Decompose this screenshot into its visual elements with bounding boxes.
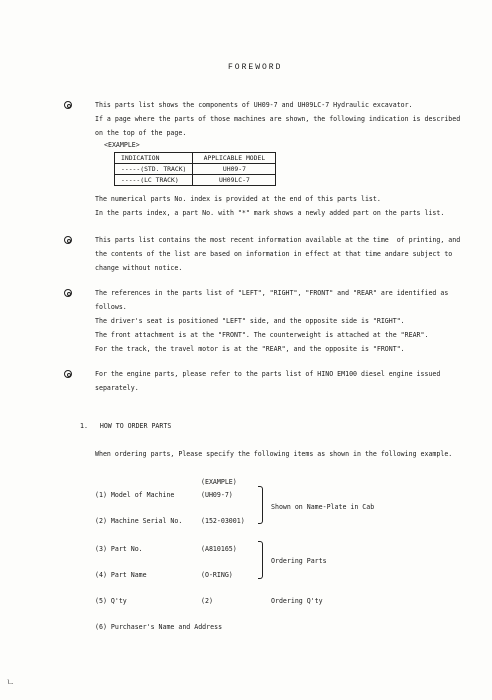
- indication-table: [114, 152, 276, 186]
- section1-after-2: In the parts index, a part No. with "*" mark shows a newly added part on the parts list.: [95, 209, 445, 217]
- order-item-label: (1) Model of Machine: [95, 491, 175, 499]
- order-item-example: (O-RING): [201, 571, 233, 579]
- table-row: [115, 164, 276, 175]
- order-item-example: (A810165): [201, 545, 237, 553]
- order-item-label: (5) Q'ty: [95, 597, 127, 605]
- table-row: [115, 175, 276, 186]
- order-item-label: (3) Part No.: [95, 545, 143, 553]
- order-item-label: (4) Part Name: [95, 571, 147, 579]
- section1-line-2: If a page where the parts of those machines are shown, the following indication is described: [95, 115, 461, 123]
- section1-line-3: on the top of the page.: [95, 129, 187, 137]
- table-header-model: APPLICABLE MODEL: [193, 153, 276, 164]
- section4-line-1: For the engine parts, please refer to the parts list of HINO EM100 diesel engine issued: [95, 370, 441, 378]
- note-nameplate: Shown on Name-Plate in Cab: [271, 503, 375, 511]
- section1-after-1: The numerical parts No. index is provided at the end of this parts list.: [95, 195, 381, 203]
- section3-line-4: The front attachment is at the "FRONT". The counterweight is attached at the "REAR".: [95, 331, 429, 339]
- corner-mark: ㄴ: [6, 678, 15, 688]
- order-item-example: (2): [201, 597, 213, 605]
- section4-line-2: separately.: [95, 384, 139, 392]
- order-intro: When ordering parts, Please specify the following items as shown in the following example.: [95, 450, 453, 458]
- section2-line-2: the contents of the list are based on information in effect at that time andare subject to: [95, 250, 453, 258]
- section2-line-1: This parts list contains the most recent information available at the time of printing, and: [95, 236, 461, 244]
- table-header-row: [115, 153, 276, 164]
- brace-bracket: [258, 541, 263, 579]
- table-cell-model: UH09-7: [193, 164, 276, 175]
- section1-line-1: This parts list shows the components of UH09-7 and UH09LC-7 Hydraulic excavator.: [95, 101, 413, 109]
- example-label: <EXAMPLE>: [104, 141, 140, 149]
- order-heading: 1. HOW TO ORDER PARTS: [80, 422, 172, 430]
- note-ordering-qty: Ordering Q'ty: [271, 597, 323, 605]
- section3-line-2: follows.: [95, 303, 127, 311]
- section3-line-1: The references in the parts list of "LEFT", "RIGHT", "FRONT" and "REAR" are identified as: [95, 289, 449, 297]
- order-item-example: (152-03001): [201, 517, 245, 525]
- brace-bracket: [258, 486, 263, 524]
- order-item-example: (UH09-7): [201, 491, 233, 499]
- order-item-label: (2) Machine Serial No.: [95, 517, 183, 525]
- bullet-circle-icon: [64, 101, 72, 109]
- order-example-label: (EXAMPLE): [201, 478, 237, 486]
- table-header-indication: INDICATION: [115, 153, 193, 164]
- section3-line-3: The driver's seat is positioned "LEFT" side, and the opposite side is "RIGHT".: [95, 317, 405, 325]
- section3-line-5: For the track, the travel motor is at the "REAR", and the opposite is "FRONT".: [95, 345, 405, 353]
- bullet-circle-icon: [64, 370, 72, 378]
- section2-line-3: change without notice.: [95, 264, 183, 272]
- note-ordering-parts: Ordering Parts: [271, 557, 327, 565]
- table-cell-indication: -----(LC TRACK): [115, 175, 193, 186]
- order-item-label: (6) Purchaser's Name and Address: [95, 623, 223, 631]
- bullet-circle-icon: [64, 236, 72, 244]
- table-cell-model: UH09LC-7: [193, 175, 276, 186]
- bullet-circle-icon: [64, 289, 72, 297]
- page-title: FOREWORD: [228, 63, 283, 72]
- table-cell-indication: -----(STD. TRACK): [115, 164, 193, 175]
